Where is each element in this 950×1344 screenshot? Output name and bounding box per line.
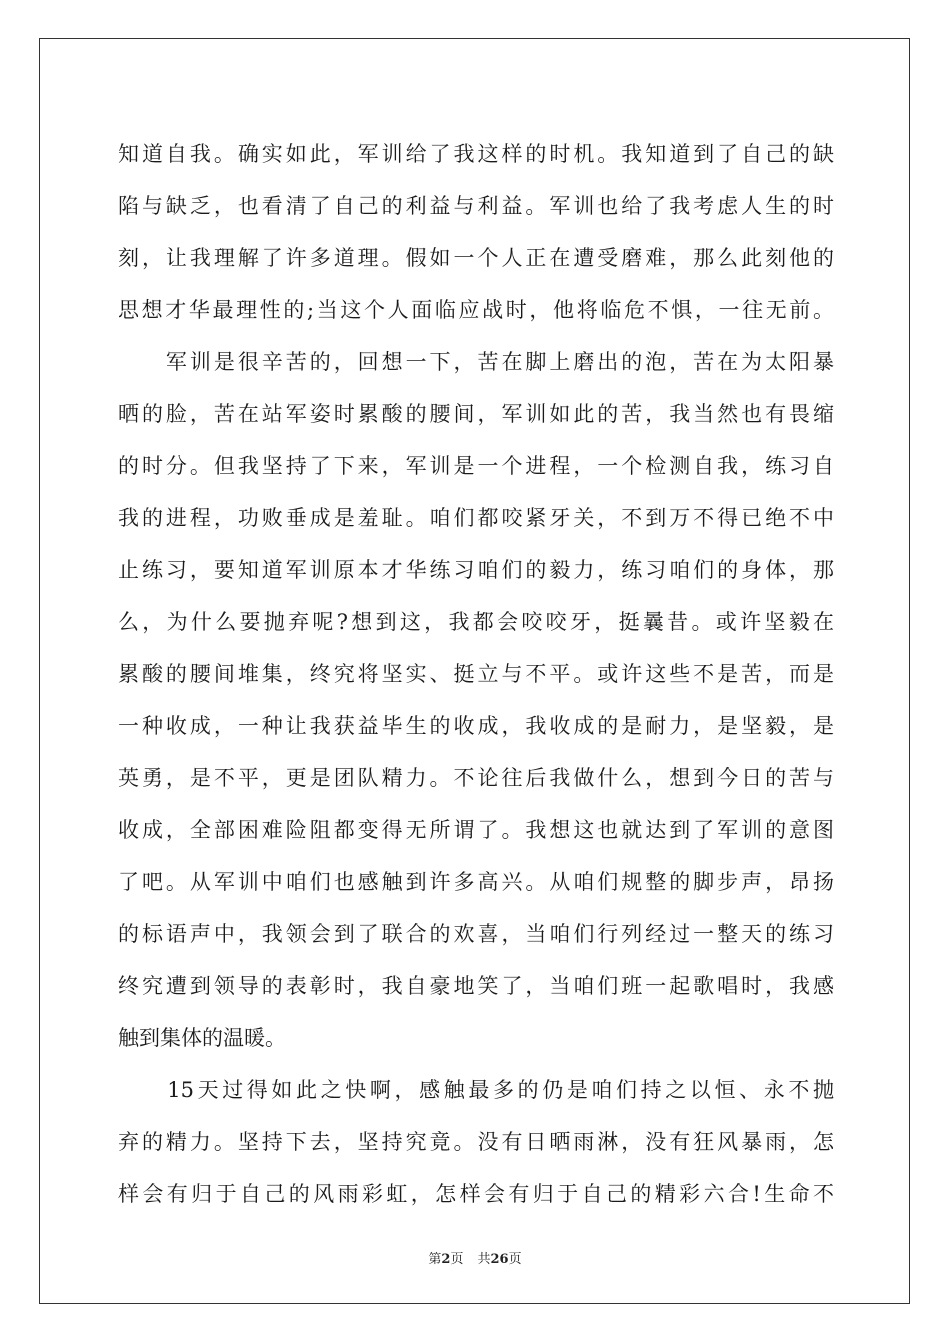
total-prefix: 共 — [477, 1252, 491, 1267]
text-line: 止练习，要知道军训原本才华练习咱们的毅力，练习咱们的身体，那 — [118, 558, 834, 582]
text-line: 晒的脸，苦在站军姿时累酸的腰间，军训如此的苦，我当然也有畏缩 — [118, 402, 834, 426]
page-suffix: 页 — [450, 1252, 464, 1267]
text-line: 一种收成，一种让我获益毕生的收成，我收成的是耐力，是坚毅，是 — [118, 714, 834, 738]
text-line: 知道自我。确实如此，军训给了我这样的时机。我知道到了自己的缺 — [118, 142, 834, 166]
text-line: 的标语声中，我领会到了联合的欢喜，当咱们行列经过一整天的练习 — [118, 922, 834, 946]
document-body — [118, 128, 834, 1220]
text-line: 陷与缺乏，也看清了自己的利益与利益。军训也给了我考虑人生的时 — [118, 194, 834, 218]
text-line: 思想才华最理性的;当这个人面临应战时，他将临危不惧，一往无前。 — [118, 298, 834, 322]
text-line: 我的进程，功败垂成是羞耻。咱们都咬紧牙关，不到万不得已绝不中 — [118, 506, 834, 530]
text-line: 军训是很辛苦的，回想一下，苦在脚上磨出的泡，苦在为太阳暴 — [118, 350, 834, 374]
text-line: 的时分。但我坚持了下来，军训是一个进程，一个检测自我，练习自 — [118, 454, 834, 478]
page-prefix: 第 — [428, 1252, 442, 1267]
total-pages: 26 — [490, 1252, 509, 1267]
text-line: 累酸的腰间堆集，终究将坚实、挺立与不平。或许这些不是苦，而是 — [118, 662, 834, 686]
text-line: 15天过得如此之快啊，感触最多的仍是咱们持之以恒、永不抛 — [118, 1078, 834, 1102]
text-line: 了吧。从军训中咱们也感触到许多高兴。从咱们规整的脚步声，昂扬 — [118, 870, 834, 894]
text-line: 触到集体的温暖。 — [118, 1026, 286, 1050]
text-line: 么，为什么要抛弃呢?想到这，我都会咬咬牙，挺曩昔。或许坚毅在 — [118, 610, 834, 634]
page-footer — [0, 1248, 950, 1267]
text-line: 收成，全部困难险阻都变得无所谓了。我想这也就达到了军训的意图 — [118, 818, 834, 842]
total-suffix: 页 — [508, 1252, 522, 1267]
text-line: 样会有归于自己的风雨彩虹，怎样会有归于自己的精彩六合!生命不 — [118, 1182, 834, 1206]
text-line: 刻，让我理解了许多道理。假如一个人正在遭受磨难，那么此刻他的 — [118, 246, 834, 270]
text-line: 英勇，是不平，更是团队精力。不论往后我做什么，想到今日的苦与 — [118, 766, 834, 790]
text-line: 弃的精力。坚持下去，坚持究竟。没有日晒雨淋，没有狂风暴雨，怎 — [118, 1130, 834, 1154]
page-number: 2 — [441, 1252, 451, 1267]
text-line: 终究遭到领导的表彰时，我自豪地笑了，当咱们班一起歌唱时，我感 — [118, 974, 834, 998]
